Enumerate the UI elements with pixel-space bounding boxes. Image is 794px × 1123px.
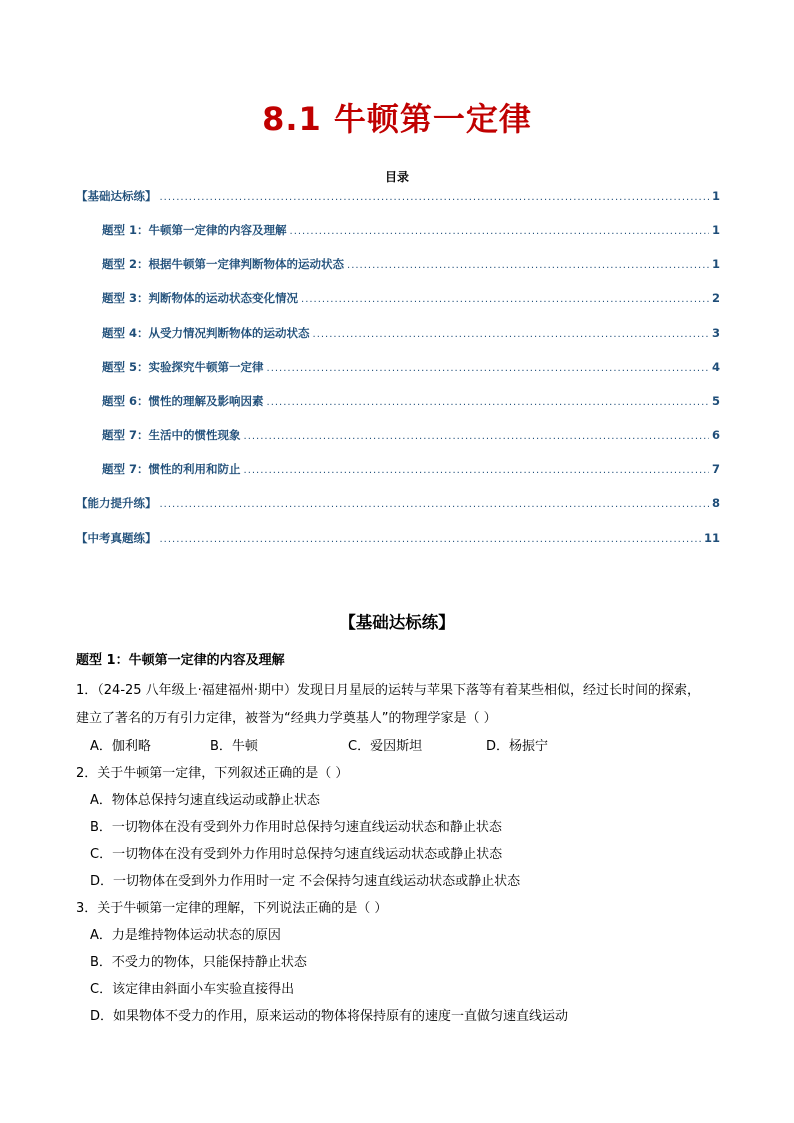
toc-leader-dots	[267, 363, 709, 374]
question-1-option-b[interactable]: B．牛顿	[210, 739, 258, 754]
toc-entry-page: 8	[711, 496, 720, 510]
toc-entry-label: 题型 5：实验探究牛顿第一定律	[102, 360, 264, 374]
toc-entry-page: 5	[711, 394, 720, 408]
toc-entry-label: 题型 6：惯性的理解及影响因素	[102, 394, 264, 408]
toc-entry-type-7a[interactable]	[102, 427, 720, 443]
toc-leader-dots	[244, 431, 709, 442]
toc-entry-label: 题型 4：从受力情况判断物体的运动状态	[102, 326, 310, 340]
question-3-option-d[interactable]: D．如果物体不受力的作用，原来运动的物体将保持原有的速度一直做匀速直线运动	[90, 1009, 569, 1024]
toc-entry-type-1[interactable]	[102, 222, 720, 238]
question-1-stem-line2: 建立了著名的万有引力定律，被誉为“经典力学奠基人”的物理学家是（ ）	[76, 711, 497, 726]
question-3-option-a[interactable]: A．力是维持物体运动状态的原因	[90, 928, 281, 943]
toc-entry-page: 11	[703, 531, 720, 545]
toc-leader-dots	[267, 397, 709, 408]
question-2-option-a[interactable]: A．物体总保持匀速直线运动或静止状态	[90, 793, 320, 808]
toc-entry-label: 题型 7：生活中的惯性现象	[102, 428, 241, 442]
question-1-stem-line1: 1．（24-25 八年级上·福建福州·期中）发现日月星辰的运转与苹果下落等有着某些相似，经过长时间的探索，	[76, 683, 700, 698]
toc-heading: 目录	[384, 170, 409, 184]
toc-entry-type-7b[interactable]	[102, 461, 720, 477]
toc-entry-page: 6	[711, 428, 720, 442]
question-2-option-b[interactable]: B．一切物体在没有受到外力作用时总保持匀速直线运动状态和静止状态	[90, 820, 502, 835]
question-3-option-b[interactable]: B．不受力的物体，只能保持静止状态	[90, 955, 307, 970]
toc-entry-page: 1	[711, 257, 720, 271]
toc-entry-page: 2	[711, 291, 720, 305]
toc-entry-label: 题型 1：牛顿第一定律的内容及理解	[102, 223, 287, 237]
question-1-option-c[interactable]: C．爱因斯坦	[348, 739, 423, 754]
toc-entry-page: 4	[711, 360, 720, 374]
toc-entry-label: 【能力提升练】	[76, 496, 157, 510]
toc-leader-dots	[160, 534, 701, 545]
question-1-option-a[interactable]: A．伽利略	[90, 739, 151, 754]
toc-leader-dots	[313, 329, 709, 340]
toc-entry-type-3[interactable]	[102, 290, 720, 306]
toc-entry-label: 【中考真题练】	[76, 531, 157, 545]
toc-entry-page: 1	[711, 223, 720, 237]
toc-entry-exam[interactable]	[76, 530, 720, 546]
document-title: 8.1 牛顿第一定律	[262, 100, 532, 138]
toc-entry-type-5[interactable]	[102, 359, 720, 375]
toc-leader-dots	[244, 465, 709, 476]
toc-entry-page: 7	[711, 462, 720, 476]
question-2-option-d[interactable]: D．一切物体在受到外力作用时一定 不会保持匀速直线运动状态或静止状态	[90, 874, 521, 889]
toc-entry-page: 1	[711, 189, 720, 203]
toc-leader-dots	[347, 260, 709, 271]
question-2-stem: 2．关于牛顿第一定律，下列叙述正确的是（ ）	[76, 766, 349, 781]
toc-entry-type-4[interactable]	[102, 325, 720, 341]
toc-leader-dots	[160, 192, 709, 203]
toc-entry-advanced[interactable]	[76, 495, 720, 511]
toc-entry-type-6[interactable]	[102, 393, 720, 409]
toc-leader-dots	[301, 294, 709, 305]
type-title: 题型 1：牛顿第一定律的内容及理解	[76, 653, 285, 668]
toc-entry-label: 【基础达标练】	[76, 189, 157, 203]
toc-entry-basic[interactable]	[76, 188, 720, 204]
toc-entry-label: 题型 7：惯性的利用和防止	[102, 462, 241, 476]
question-3-stem: 3．关于牛顿第一定律的理解，下列说法正确的是（ ）	[76, 901, 388, 916]
toc-leader-dots	[160, 499, 709, 510]
question-3-option-c[interactable]: C．该定律由斜面小车实验直接得出	[90, 982, 295, 997]
toc-entry-label: 题型 2：根据牛顿第一定律判断物体的运动状态	[102, 257, 345, 271]
toc-entry-page: 3	[711, 326, 720, 340]
toc-entry-type-2[interactable]	[102, 256, 720, 272]
toc-leader-dots	[290, 226, 709, 237]
question-1-option-d[interactable]: D．杨振宁	[486, 739, 549, 754]
section-title: 【基础达标练】	[339, 613, 455, 632]
toc-entry-label: 题型 3：判断物体的运动状态变化情况	[102, 291, 299, 305]
question-2-option-c[interactable]: C．一切物体在没有受到外力作用时总保持匀速直线运动状态或静止状态	[90, 847, 503, 862]
